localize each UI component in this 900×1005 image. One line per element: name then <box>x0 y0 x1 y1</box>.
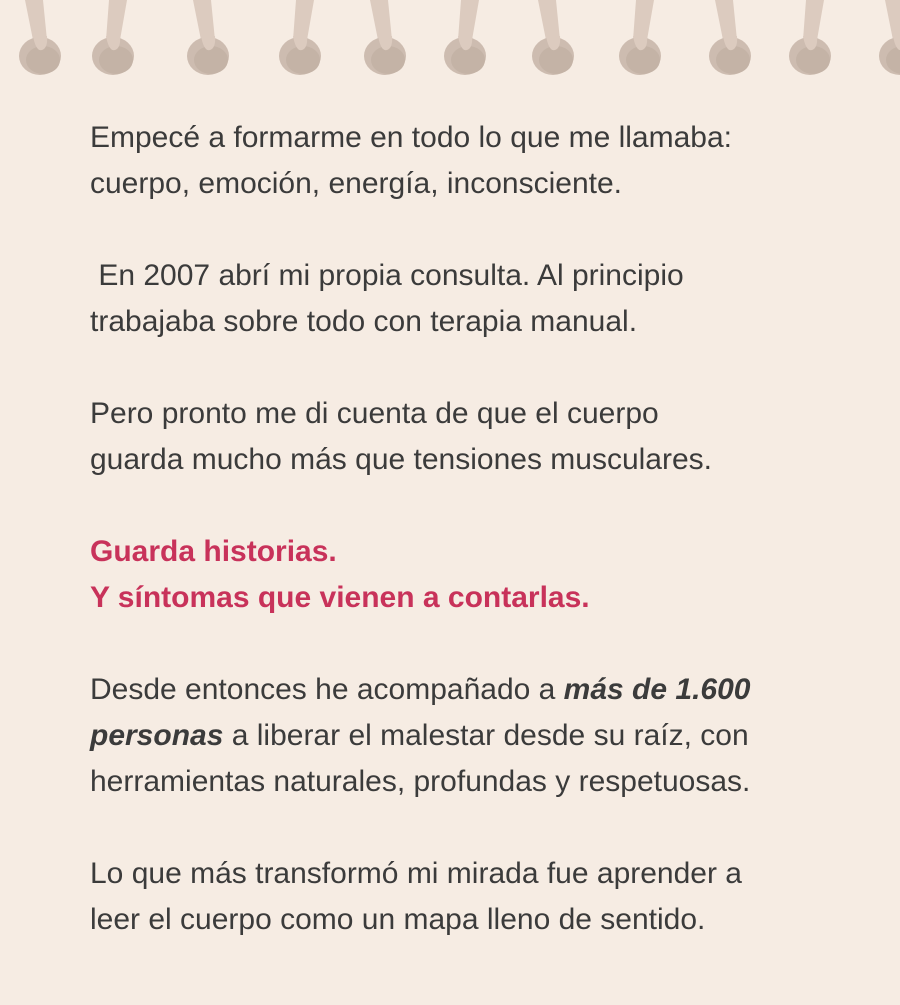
text-fragment: a liberar el malestar desde su raíz, con <box>223 719 749 752</box>
spiral-binding <box>0 0 900 95</box>
text-fragment: Desde entonces he acompañado a <box>90 673 564 706</box>
text-line <box>90 713 830 759</box>
emphasis-count: más de 1.600 <box>563 673 751 706</box>
binding-ring <box>879 0 900 75</box>
text-line: leer el cuerpo como un mapa lleno de sentido. <box>90 903 706 936</box>
text-line: trabajaba sobre todo con terapia manual. <box>90 305 638 338</box>
paragraph-training <box>90 115 830 207</box>
text-line: cuerpo, emoción, energía, inconsciente. <box>90 167 622 200</box>
binding-ring <box>619 0 661 75</box>
binding-ring <box>444 0 486 75</box>
text-line: Empecé a formarme en todo lo que me llamaba: <box>90 121 732 154</box>
text-line: Lo que más transformó mi mirada fue aprender a <box>90 857 742 890</box>
text-line <box>90 667 830 713</box>
paragraph-experience <box>90 667 830 805</box>
highlight-quote <box>90 529 830 621</box>
emphasis-people: personas <box>90 719 224 752</box>
binding-ring <box>19 0 61 75</box>
text-line: En 2007 abrí mi propia consulta. Al principio <box>90 259 684 292</box>
binding-ring <box>709 0 751 75</box>
paragraph-consultation <box>90 253 830 345</box>
highlight-line: Y síntomas que vienen a contarlas. <box>90 581 590 614</box>
binding-ring <box>789 0 831 75</box>
binding-ring <box>92 0 134 75</box>
highlight-line: Guarda historias. <box>90 535 337 568</box>
text-line: guarda mucho más que tensiones musculares. <box>90 443 713 476</box>
binding-ring <box>532 0 574 75</box>
text-line: herramientas naturales, profundas y respetuosas. <box>90 765 751 798</box>
story-text <box>90 115 830 943</box>
binding-ring <box>187 0 229 75</box>
paragraph-realization <box>90 391 830 483</box>
binding-ring <box>364 0 406 75</box>
paragraph-insight <box>90 851 830 943</box>
binding-ring <box>279 0 321 75</box>
text-line: Pero pronto me di cuenta de que el cuerpo <box>90 397 659 430</box>
